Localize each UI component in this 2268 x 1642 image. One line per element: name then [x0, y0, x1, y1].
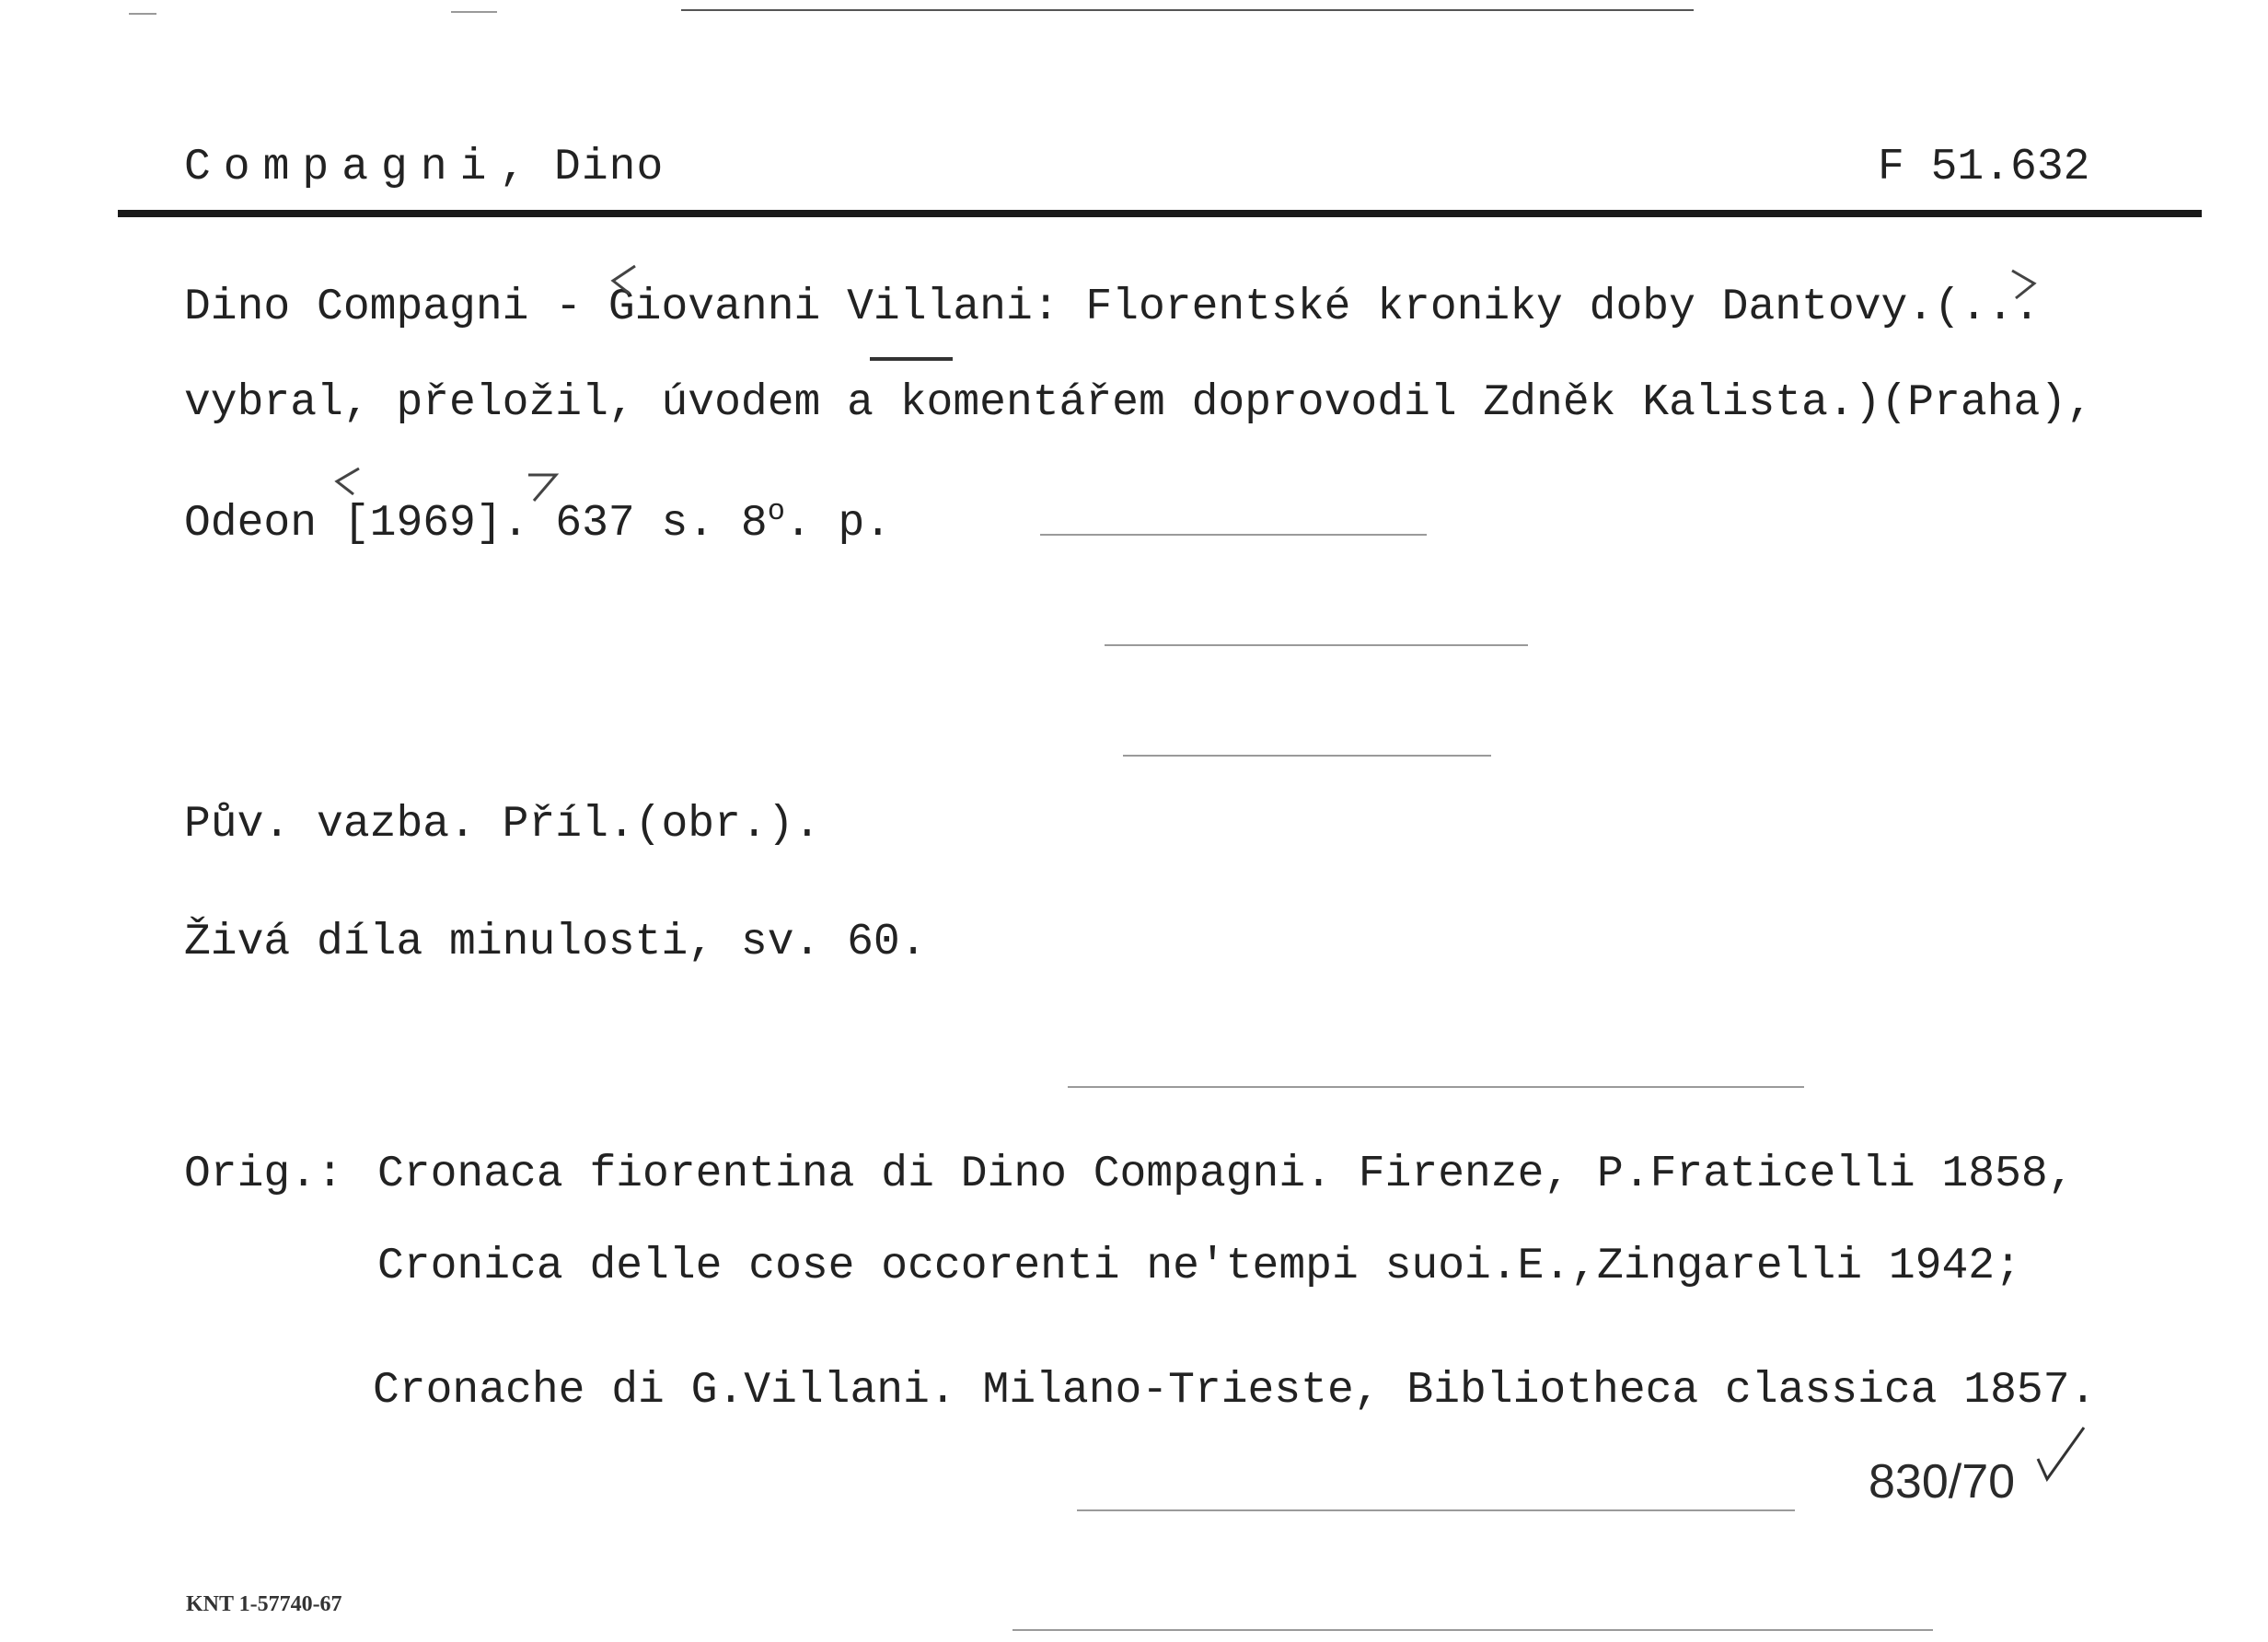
original-label: Orig.:	[184, 1150, 343, 1199]
faint-dash	[1105, 644, 1528, 646]
top-edge-dash	[451, 11, 497, 13]
proof-mark-icon	[331, 465, 364, 502]
entry-line-1: Dino Compagni - Giovanni Villani: Florentské kroniky doby Dantovy.(...	[184, 283, 2041, 332]
original-line-1: Cronaca fiorentina di Dino Compagni. Firenze, P.Fraticelli 1858,	[377, 1150, 2075, 1199]
check-mark-icon	[2034, 1422, 2089, 1486]
author-heading	[184, 145, 664, 190]
top-edge-line	[681, 9, 1694, 11]
shelfmark: F 51.632	[1878, 143, 2090, 192]
handwritten-accession-number: 830/70	[1869, 1455, 2016, 1509]
heading-rule	[118, 210, 2202, 217]
original-line-2: Cronica delle cose occorenti ne'tempi suoi.E.,Zingarelli 1942;	[377, 1242, 2021, 1291]
top-edge-dash	[129, 13, 156, 15]
faint-dash	[1040, 534, 1427, 536]
print-code: KNT 1-57740-67	[186, 1592, 342, 1616]
proof-mark-icon	[2007, 267, 2040, 304]
entry-format-degree: o	[767, 494, 785, 528]
original-line-3: Cronache di G.Villani. Milano-Trieste, Bibliotheca classica 1857.	[373, 1366, 2097, 1416]
author-surname: Compagni	[184, 143, 500, 192]
author-given-name: , Dino	[499, 143, 665, 192]
faint-dash	[1123, 755, 1491, 757]
entry-imprint-end: . p.	[784, 499, 892, 549]
underline-mark	[870, 357, 953, 361]
faint-dash	[1012, 1629, 1933, 1631]
binding-note: Pův. vazba. Příl.(obr.).	[184, 800, 821, 850]
proof-mark-icon	[608, 262, 641, 299]
faint-dash	[1077, 1509, 1795, 1511]
entry-imprint: Odeon [1969]. 637 s. 8	[184, 499, 768, 549]
entry-line-2: vybral, přeložil, úvodem a komentářem doprovodil Zdněk Kalista.)(Praha),	[184, 378, 2093, 428]
faint-dash	[1068, 1086, 1804, 1088]
series-note: Živá díla minulosti, sv. 60.	[184, 918, 927, 967]
proof-mark-icon	[525, 469, 561, 506]
